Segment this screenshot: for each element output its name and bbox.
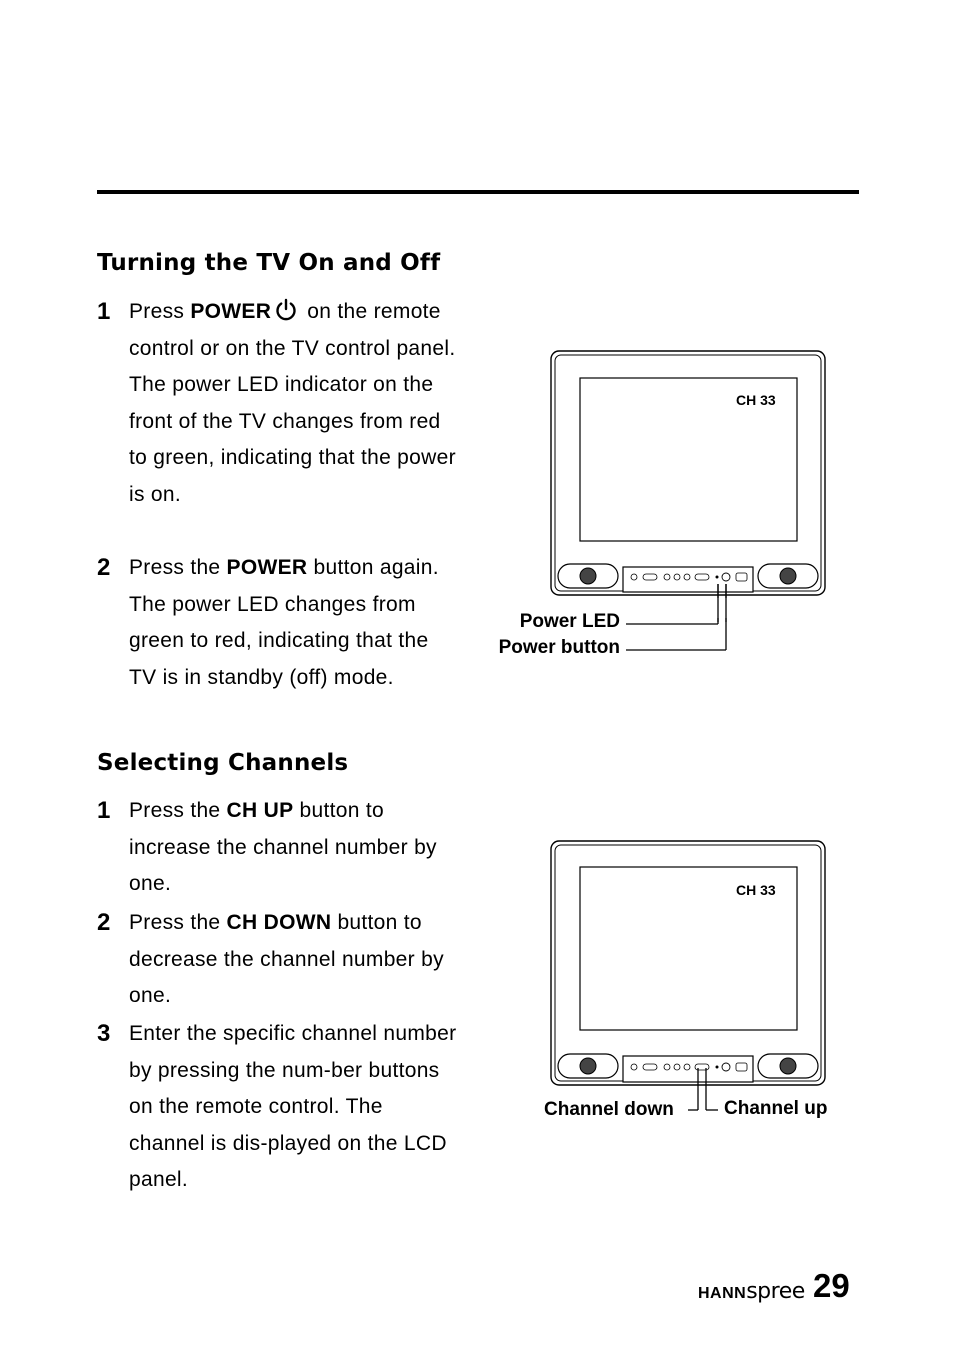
channel-callout-leaders bbox=[686, 1064, 722, 1116]
step-text: Press the CH UP button to increase the channel number by one. bbox=[129, 799, 437, 895]
power-callout-leaders bbox=[626, 618, 730, 656]
step-text: Press the POWER button again. The power LED changes from green to red, indicating that the TV is in standby (off) mode. bbox=[129, 556, 439, 689]
step-text: Press POWER on the remote control or on the TV control panel. The power LED indicator on the front of the TV changes from red to green, indicating that the power is on. bbox=[129, 300, 456, 506]
label-channel-down: Channel down bbox=[544, 1099, 674, 1120]
page-number: 29 bbox=[813, 1267, 850, 1304]
step-text: Enter the specific channel number by pressing the num-ber buttons on the remote control. The channel is dis-played on the LCD panel. bbox=[129, 1022, 457, 1191]
brand-logo: HANNspree bbox=[698, 1279, 805, 1304]
tv-illustration-power bbox=[548, 348, 828, 598]
step-number: 1 bbox=[97, 797, 111, 824]
step-number: 3 bbox=[97, 1020, 111, 1047]
tv-screen-channel: CH 33 bbox=[736, 882, 776, 898]
tv-screen-channel: CH 33 bbox=[736, 392, 776, 408]
step-number: 2 bbox=[97, 909, 111, 936]
power-led bbox=[716, 576, 719, 579]
power-callout-verticals bbox=[716, 584, 730, 622]
section-heading-power: Turning the TV On and Off bbox=[97, 250, 441, 276]
section-heading-channels: Selecting Channels bbox=[97, 750, 349, 776]
step-text: Press the CH DOWN button to decrease the channel number by one. bbox=[129, 911, 444, 1007]
power-icon bbox=[274, 298, 298, 322]
header-rule bbox=[97, 190, 859, 194]
label-power-led: Power LED bbox=[519, 611, 620, 632]
step-number: 2 bbox=[97, 554, 111, 581]
label-power-button: Power button bbox=[498, 637, 620, 658]
tv-illustration-channels bbox=[548, 838, 828, 1088]
label-channel-up: Channel up bbox=[724, 1098, 828, 1119]
step-number: 1 bbox=[97, 298, 111, 325]
